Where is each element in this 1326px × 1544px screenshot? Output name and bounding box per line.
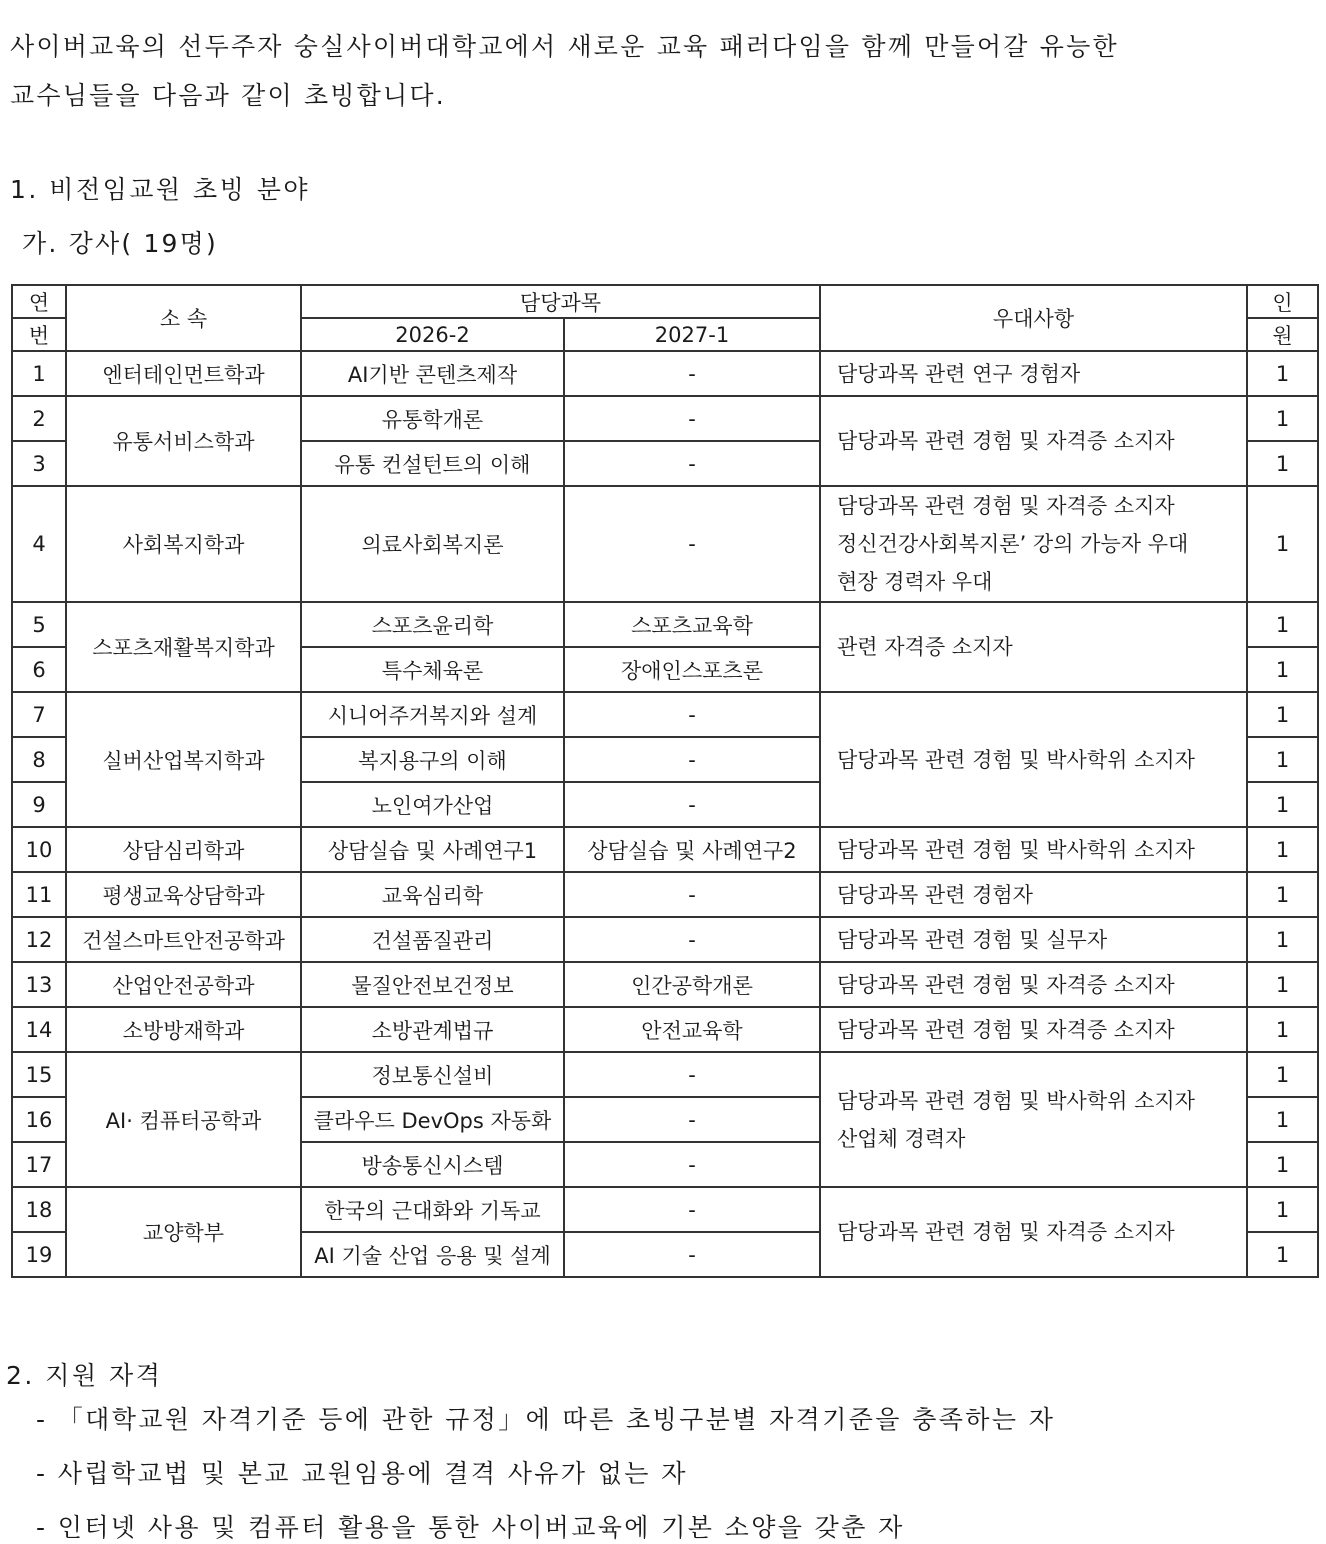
row-dept: 실버산업복지학과 (66, 692, 301, 827)
row-count: 1 (1247, 737, 1318, 782)
row-dept: 교양학부 (66, 1187, 301, 1277)
recruitment-table (11, 284, 1319, 1278)
pref-line: 담당과목 관련 경험 및 박사학위 소지자 (837, 1088, 1195, 1113)
header-term-1: 2026-2 (301, 318, 564, 351)
row-no: 13 (12, 962, 66, 1007)
row-course-term1: 유통 컨설턴트의 이해 (301, 441, 564, 486)
row-course-term1: AI기반 콘텐츠제작 (301, 351, 564, 396)
pref-line: 현장 경력자 우대 (837, 570, 993, 594)
row-no: 7 (12, 692, 66, 737)
row-pref (820, 917, 1247, 962)
row-no: 12 (12, 917, 66, 962)
row-course-term2: - (564, 737, 820, 782)
row-count: 1 (1247, 1232, 1318, 1277)
row-no: 8 (12, 737, 66, 782)
pref-line: 담당과목 관련 경험자 (837, 882, 1033, 907)
row-dept: 상담심리학과 (66, 827, 301, 872)
header-count-1: 인 (1247, 285, 1318, 318)
row-course-term2: - (564, 1097, 820, 1142)
row-course-term2: - (564, 872, 820, 917)
row-course-term1: 클라우드 DevOps 자동화 (301, 1097, 564, 1142)
row-course-term2: - (564, 1187, 820, 1232)
row-count: 1 (1247, 602, 1318, 647)
row-pref (820, 1007, 1247, 1052)
section-1-subtitle: 가. 강사( 19명) (22, 229, 218, 258)
row-course-term2: - (564, 351, 820, 396)
table-row (12, 917, 1318, 962)
section-1-title: 1. 비전임교원 초빙 분야 (10, 175, 311, 204)
row-course-term2: 인간공학개론 (564, 962, 820, 1007)
row-no: 1 (12, 351, 66, 396)
row-no: 5 (12, 602, 66, 647)
row-course-term1: 유통학개론 (301, 396, 564, 441)
row-course-term1: 특수체육론 (301, 647, 564, 692)
table-row (12, 1007, 1318, 1052)
row-no: 17 (12, 1142, 66, 1187)
header-term-2: 2027-1 (564, 318, 820, 351)
qualification-item: - 사립학교법 및 본교 교원임용에 결격 사유가 없는 자 (36, 1459, 688, 1488)
row-dept: 소방방재학과 (66, 1007, 301, 1052)
table-row (12, 962, 1318, 1007)
pref-line: 담당과목 관련 경험 및 박사학위 소지자 (837, 837, 1195, 862)
row-dept: 스포츠재활복지학과 (66, 602, 301, 692)
table-body (12, 351, 1318, 1277)
row-course-term1: 교육심리학 (301, 872, 564, 917)
row-count: 1 (1247, 1142, 1318, 1187)
pref-line: 담당과목 관련 경험 및 자격증 소지자 (837, 429, 1175, 453)
row-pref (820, 872, 1247, 917)
row-no: 18 (12, 1187, 66, 1232)
row-no: 3 (12, 441, 66, 486)
row-course-term1: 방송통신시스템 (301, 1142, 564, 1187)
row-pref (820, 486, 1247, 602)
intro-line-2: 교수님들을 다음과 같이 초빙합니다. (10, 81, 446, 110)
row-count: 1 (1247, 486, 1318, 602)
row-course-term2: 장애인스포츠론 (564, 647, 820, 692)
row-no: 19 (12, 1232, 66, 1277)
row-course-term1: 상담실습 및 사례연구1 (301, 827, 564, 872)
row-course-term1: 시니어주거복지와 설계 (301, 692, 564, 737)
row-count: 1 (1247, 827, 1318, 872)
row-course-term1: 의료사회복지론 (301, 486, 564, 602)
section-2-title: 2. 지원 자격 (6, 1361, 163, 1390)
row-course-term2: - (564, 692, 820, 737)
row-dept: 유통서비스학과 (66, 396, 301, 486)
row-count: 1 (1247, 441, 1318, 486)
pref-line: 담당과목 관련 경험 및 자격증 소지자 (837, 494, 1175, 518)
table-row (12, 602, 1318, 647)
row-course-term1: 복지용구의 이해 (301, 737, 564, 782)
row-count: 1 (1247, 872, 1318, 917)
qualification-item: - 「대학교원 자격기준 등에 관한 규정」에 따른 초빙구분별 자격기준을 충족하는 자 (36, 1405, 1056, 1434)
row-course-term1: 노인여가산업 (301, 782, 564, 827)
row-course-term2: 안전교육학 (564, 1007, 820, 1052)
header-no-1: 연 (12, 285, 66, 318)
row-pref (820, 351, 1247, 396)
pref-line: 담당과목 관련 경험 및 자격증 소지자 (837, 1017, 1175, 1042)
row-course-term2: - (564, 441, 820, 486)
row-dept: AI· 컴퓨터공학과 (66, 1052, 301, 1187)
row-course-term1: 건설품질관리 (301, 917, 564, 962)
row-pref (820, 692, 1247, 827)
row-count: 1 (1247, 351, 1318, 396)
header-course: 담당과목 (301, 285, 820, 318)
row-pref (820, 1052, 1247, 1187)
row-course-term2: - (564, 1052, 820, 1097)
row-dept: 엔터테인먼트학과 (66, 351, 301, 396)
pref-line: 담당과목 관련 연구 경험자 (837, 361, 1081, 386)
header-pref: 우대사항 (820, 285, 1247, 351)
row-pref (820, 602, 1247, 692)
pref-line: 정신건강사회복지론’ 강의 가능자 우대 (837, 532, 1189, 556)
intro-line-1: 사이버교육의 선두주자 숭실사이버대학교에서 새로운 교육 패러다임을 함께 만들어갈 유능한 (10, 32, 1119, 61)
row-count: 1 (1247, 1187, 1318, 1232)
row-dept: 건설스마트안전공학과 (66, 917, 301, 962)
table-row (12, 351, 1318, 396)
row-course-term1: AI 기술 산업 응용 및 설계 (301, 1232, 564, 1277)
table-row (12, 486, 1318, 602)
row-pref (820, 962, 1247, 1007)
row-course-term1: 스포츠윤리학 (301, 602, 564, 647)
row-count: 1 (1247, 1052, 1318, 1097)
row-course-term2: - (564, 486, 820, 602)
row-no: 11 (12, 872, 66, 917)
row-count: 1 (1247, 647, 1318, 692)
intro-paragraph (10, 22, 1310, 120)
row-course-term1: 한국의 근대화와 기독교 (301, 1187, 564, 1232)
header-no-2: 번 (12, 318, 66, 351)
row-course-term1: 정보통신설비 (301, 1052, 564, 1097)
row-course-term2: - (564, 396, 820, 441)
pref-line: 담당과목 관련 경험 및 실무자 (837, 927, 1108, 952)
table-row (12, 872, 1318, 917)
row-count: 1 (1247, 1097, 1318, 1142)
table-header (12, 285, 1318, 351)
table-row (12, 827, 1318, 872)
table-row (12, 1052, 1318, 1097)
pref-line: 산업체 경력자 (837, 1126, 966, 1151)
table-row (12, 1187, 1318, 1232)
row-count: 1 (1247, 782, 1318, 827)
row-pref (820, 1187, 1247, 1277)
qualification-item: - 인터넷 사용 및 컴퓨터 활용을 통한 사이버교육에 기본 소양을 갖춘 자 (36, 1513, 905, 1542)
row-course-term2: - (564, 1142, 820, 1187)
row-course-term2: 스포츠교육학 (564, 602, 820, 647)
row-no: 15 (12, 1052, 66, 1097)
row-no: 16 (12, 1097, 66, 1142)
row-course-term2: - (564, 782, 820, 827)
row-course-term1: 소방관계법규 (301, 1007, 564, 1052)
row-dept: 평생교육상담학과 (66, 872, 301, 917)
header-count-2: 원 (1247, 318, 1318, 351)
row-course-term2: - (564, 1232, 820, 1277)
pref-line: 관련 자격증 소지자 (837, 635, 1013, 659)
header-dept: 소 속 (66, 285, 301, 351)
row-dept: 산업안전공학과 (66, 962, 301, 1007)
row-course-term2: - (564, 917, 820, 962)
row-count: 1 (1247, 396, 1318, 441)
row-count: 1 (1247, 917, 1318, 962)
row-no: 10 (12, 827, 66, 872)
row-no: 6 (12, 647, 66, 692)
pref-line: 담당과목 관련 경험 및 자격증 소지자 (837, 1220, 1175, 1244)
table-row (12, 396, 1318, 441)
row-course-term2: 상담실습 및 사례연구2 (564, 827, 820, 872)
row-count: 1 (1247, 1007, 1318, 1052)
row-count: 1 (1247, 962, 1318, 1007)
row-no: 9 (12, 782, 66, 827)
row-course-term1: 물질안전보건정보 (301, 962, 564, 1007)
row-no: 2 (12, 396, 66, 441)
pref-line: 담당과목 관련 경험 및 자격증 소지자 (837, 972, 1175, 997)
pref-line: 담당과목 관련 경험 및 박사학위 소지자 (837, 747, 1195, 772)
row-no: 4 (12, 486, 66, 602)
row-pref (820, 827, 1247, 872)
row-dept: 사회복지학과 (66, 486, 301, 602)
row-pref (820, 396, 1247, 486)
table-row (12, 692, 1318, 737)
row-count: 1 (1247, 692, 1318, 737)
row-no: 14 (12, 1007, 66, 1052)
